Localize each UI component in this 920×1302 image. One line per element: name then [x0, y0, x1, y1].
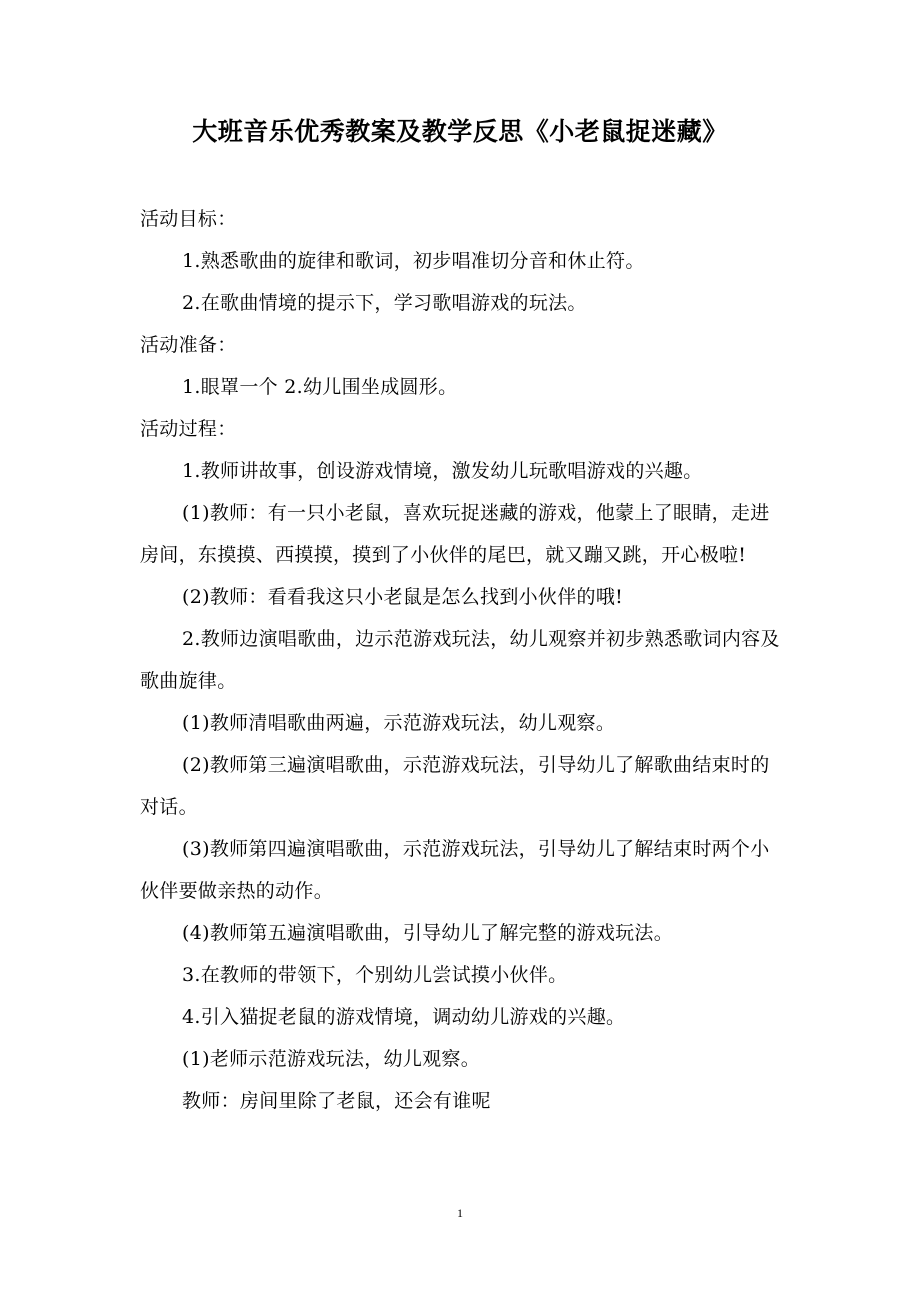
- paragraph: 4.引入猫捉老鼠的游戏情境，调动幼儿游戏的兴趣。: [182, 1006, 626, 1028]
- paragraph: 1.熟悉歌曲的旋律和歌词，初步唱准切分音和休止符。: [182, 250, 645, 272]
- paragraph: (4)教师第五遍演唱歌曲，引导幼儿了解完整的游戏玩法。: [182, 922, 674, 944]
- page-number: 1: [457, 1206, 463, 1220]
- paragraph: (1)老师示范游戏玩法，幼儿观察。: [182, 1048, 481, 1070]
- document-title: 大班音乐优秀教案及教学反思《小老鼠捉迷藏》: [192, 117, 728, 146]
- paragraph: 1.眼罩一个 2.幼儿围坐成圆形。: [182, 376, 458, 398]
- paragraph: 活动目标：: [140, 208, 237, 230]
- paragraph: (2)教师：看看我这只小老鼠是怎么找到小伙伴的哦!: [182, 586, 624, 608]
- paragraph: 3.在教师的带领下，个别幼儿尝试摸小伙伴。: [182, 964, 568, 986]
- paragraph: 1.教师讲故事，创设游戏情境，激发幼儿玩歌唱游戏的兴趣。: [182, 460, 703, 482]
- paragraph: (3)教师第四遍演唱歌曲，示范游戏玩法，引导幼儿了解结束时两个小伙伴要做亲热的动作。: [140, 838, 770, 902]
- paragraph: (1)教师：有一只小老鼠，喜欢玩捉迷藏的游戏，他蒙上了眼睛，走进房间，东摸摸、西摸摸，摸到了小伙伴的尾巴，就又蹦又跳，开心极啦!: [140, 502, 770, 566]
- paragraph: (1)教师清唱歌曲两遍，示范游戏玩法，幼儿观察。: [182, 712, 616, 734]
- paragraph: 活动过程：: [140, 418, 237, 440]
- paragraph: 教师：房间里除了老鼠，还会有谁呢: [182, 1090, 491, 1112]
- paragraph: 2.在歌曲情境的提示下，学习歌唱游戏的玩法。: [182, 292, 587, 314]
- paragraph: (2)教师第三遍演唱歌曲，示范游戏玩法，引导幼儿了解歌曲结束时的对话。: [140, 754, 770, 818]
- document-body: [140, 198, 785, 1122]
- paragraph: 活动准备：: [140, 334, 237, 356]
- paragraph: 2.教师边演唱歌曲，边示范游戏玩法，幼儿观察并初步熟悉歌词内容及歌曲旋律。: [140, 628, 780, 692]
